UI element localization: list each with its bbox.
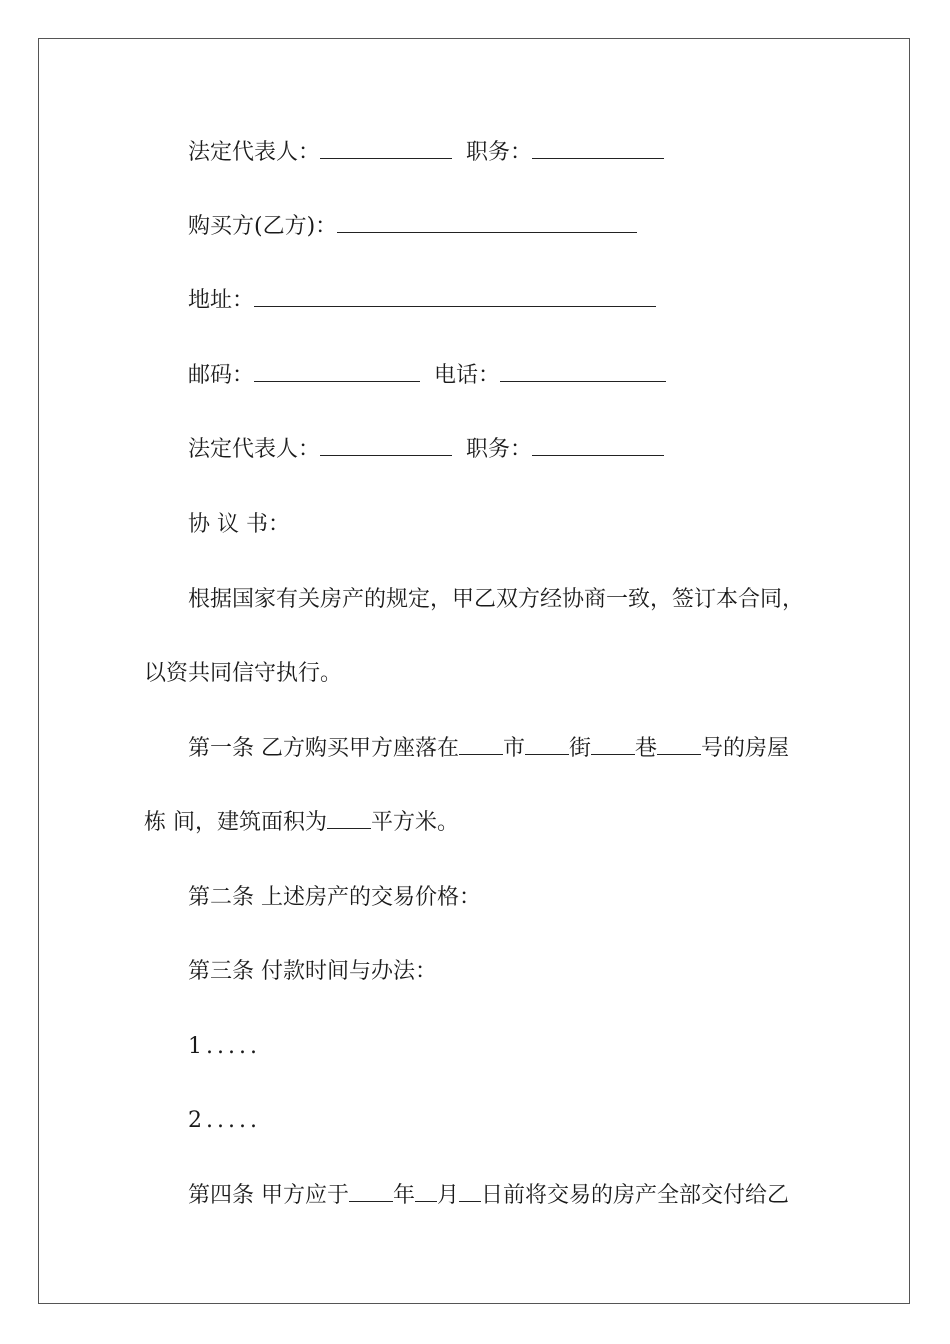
agreement-heading [188,510,290,540]
buyer-rep-label: 法定代表人： [188,437,321,462]
seller-rep-blank[interactable] [320,140,452,159]
area-blank[interactable] [327,810,371,829]
article-1-lane: 巷 [635,736,658,761]
article-3 [188,957,437,987]
buyer-label: 购买方(乙方)： [188,214,338,239]
intro-text-1: 根据国家有关房产的规定，甲乙双方经协商一致，签订本合同， [188,587,805,612]
year-blank[interactable] [349,1183,393,1202]
city-blank[interactable] [459,736,503,755]
article-2 [188,883,481,913]
article-1-city: 市 [503,736,526,761]
day-blank[interactable] [459,1183,481,1202]
buyer-line [188,212,637,242]
intro-text-2: 以资共同信守执行。 [144,661,343,686]
seller-title-blank[interactable] [532,140,664,159]
seller-title-label: 职务： [466,140,533,165]
article-4-day: 日前将交易的房产全部交付给乙 [481,1183,790,1208]
postcode-label: 邮码： [188,363,255,388]
article-1-line-1 [188,734,789,764]
intro-line-2 [144,659,342,689]
postcode-blank[interactable] [254,363,420,382]
postcode-phone-line [188,361,666,391]
seller-rep-label: 法定代表人： [188,140,321,165]
article-4-text-a: 第四条 甲方应于 [188,1183,349,1208]
address-line [188,286,656,316]
payment-item-2 [188,1106,261,1136]
payment-item-1-text: 1..... [188,1034,261,1059]
buyer-rep-blank[interactable] [320,437,452,456]
article-1-line2-a: 栋 间，建筑面积为 [144,810,327,835]
buyer-blank[interactable] [337,214,637,233]
street-blank[interactable] [525,736,569,755]
article-4-year: 年 [393,1183,416,1208]
article-4-month: 月 [437,1183,460,1208]
article-1-line-2 [144,808,459,838]
article-1-street: 街 [569,736,592,761]
buyer-title-label: 职务： [466,437,533,462]
payment-item-2-text: 2..... [188,1108,261,1133]
seller-rep-line [188,138,664,168]
article-3-text: 第三条 付款时间与办法： [188,959,437,984]
article-1-line2-b: 平方米。 [371,810,460,835]
number-blank[interactable] [657,736,701,755]
month-blank[interactable] [415,1183,437,1202]
intro-line-1 [188,585,804,615]
lane-blank[interactable] [591,736,635,755]
article-1-text-a: 第一条 乙方购买甲方座落在 [188,736,459,761]
article-1-number: 号的房屋 [701,736,790,761]
phone-blank[interactable] [500,363,666,382]
buyer-rep-line [188,435,664,465]
article-4 [188,1181,789,1211]
phone-label: 电话： [434,363,501,388]
address-label: 地址： [188,288,255,313]
address-blank[interactable] [254,288,656,307]
article-2-text: 第二条 上述房产的交易价格： [188,885,481,910]
agreement-heading-text: 协 议 书： [188,512,290,537]
buyer-title-blank[interactable] [532,437,664,456]
payment-item-1 [188,1032,261,1062]
